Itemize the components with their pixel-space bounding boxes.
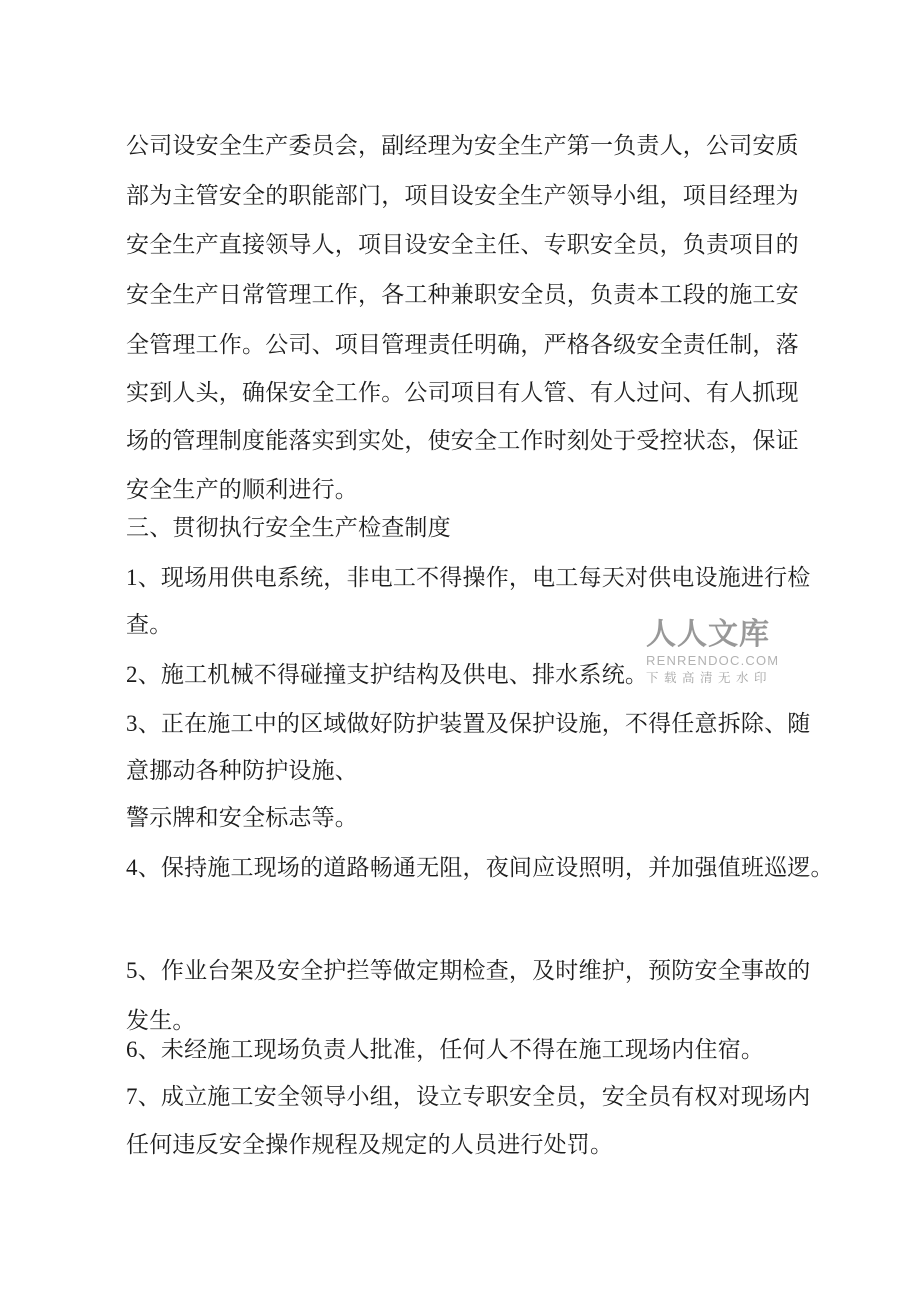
text-line: 警示牌和安全标志等。: [126, 805, 358, 830]
text-line: 场的管理制度能落实到实处，使安全工作时刻处于受控状态，保证: [126, 428, 799, 453]
watermark-tagline: 下载高清无水印: [646, 670, 773, 685]
section-heading: 三、贯彻执行安全生产检查制度: [126, 515, 451, 540]
text-line: 查。: [126, 612, 173, 637]
text-line: 发生。: [126, 1008, 196, 1033]
text-line: 全管理工作。公司、项目管理责任明确，严格各级安全责任制，落: [126, 332, 799, 357]
text-line: 6、未经施工现场负责人批准，任何人不得在施工现场内住宿。: [126, 1037, 765, 1062]
text-line: 实到人头，确保安全工作。公司项目有人管、有人过问、有人抓现: [126, 380, 799, 405]
watermark-domain: RENRENDOC.COM: [646, 652, 780, 668]
watermark: [646, 619, 786, 684]
text-line: 安全生产直接领导人，项目设安全主任、专职安全员，负责项目的: [126, 232, 799, 257]
text-line: 4、保持施工现场的道路畅通无阻，夜间应设照明，并加强值班巡逻。: [126, 855, 834, 880]
text-line: 安全生产日常管理工作，各工种兼职安全员，负责本工段的施工安: [126, 282, 799, 307]
text-line: 意挪动各种防护设施、: [126, 758, 358, 783]
text-line: 5、作业台架及安全护拦等做定期检查，及时维护，预防安全事故的: [126, 958, 811, 983]
text-line: 公司设安全生产委员会，副经理为安全生产第一负责人，公司安质: [126, 133, 799, 158]
text-line: 部为主管安全的职能部门，项目设安全生产领导小组，项目经理为: [126, 183, 799, 208]
watermark-logo-text: 人人文库: [646, 618, 770, 651]
text-line: 1、现场用供电系统，非电工不得操作，电工每天对供电设施进行检: [126, 565, 811, 590]
text-line: 安全生产的顺利进行。: [126, 477, 358, 502]
text-line: 任何违反安全操作规程及规定的人员进行处罚。: [126, 1132, 614, 1157]
text-line: 3、正在施工中的区域做好防护装置及保护设施，不得任意拆除、随: [126, 711, 811, 736]
text-line: 7、成立施工安全领导小组，设立专职安全员，安全员有权对现场内: [126, 1084, 811, 1109]
text-line: 2、施工机械不得碰撞支护结构及供电、排水系统。: [126, 662, 649, 687]
